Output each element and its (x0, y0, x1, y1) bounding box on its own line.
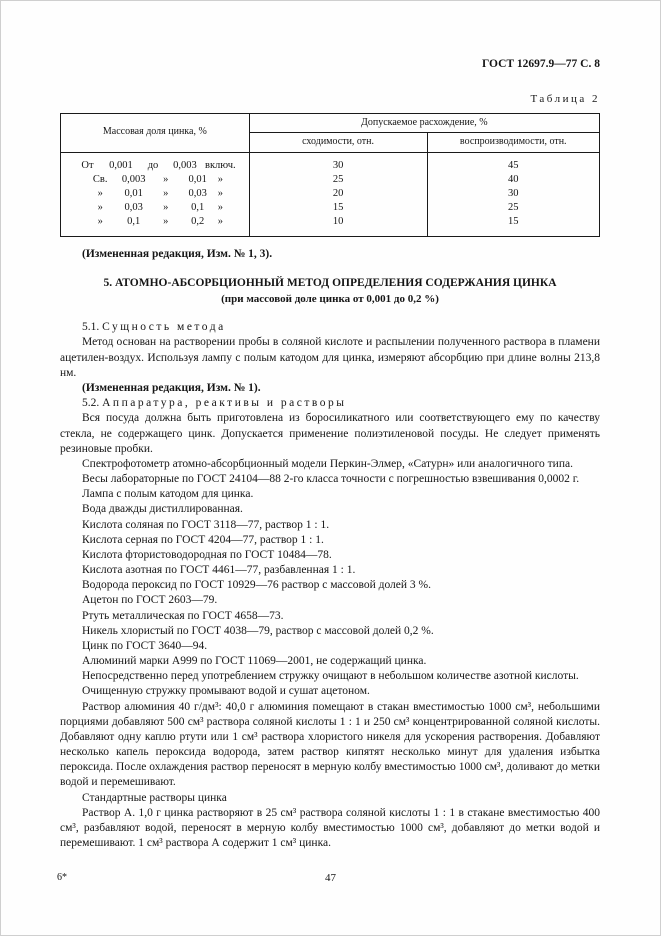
reproducibility-value: 25 (427, 201, 600, 215)
range-cell (61, 173, 250, 187)
col-header-convergence: сходимости, отн. (249, 133, 427, 153)
range-from: » (97, 215, 103, 227)
tolerance-table (60, 113, 600, 237)
range-high: 0,003 (173, 159, 197, 171)
convergence-value: 10 (249, 215, 427, 237)
range-from: Св. (92, 173, 108, 185)
range-high: 0,1 (191, 201, 205, 213)
range-low: 0,1 (127, 215, 141, 227)
range-suffix: » (217, 173, 223, 185)
paragraph: Водорода пероксид по ГОСТ 10929—76 раствор с массовой долей 3 %. (82, 579, 431, 592)
paragraph: Кислота серная по ГОСТ 4204—77, раствор 1 : 1. (82, 533, 324, 546)
paragraph: Весы лабораторные по ГОСТ 24104—88 2-го класса точности с погрешностью взвешивания 0,0002 г. (82, 473, 580, 486)
paragraph: Никель хлористый по ГОСТ 4038—79, раствор с массовой долей 0,2 %. (82, 624, 434, 637)
table-row (61, 152, 600, 173)
section-5-1-heading-text: Сущность метода (102, 321, 226, 334)
reproducibility-value: 15 (427, 215, 600, 237)
paragraph: Вода дважды дистиллированная. (82, 503, 243, 516)
paragraph: Алюминий марки А999 по ГОСТ 11069—2001, не содержащий цинка. (82, 655, 427, 668)
paragraph: Ртуть металлическая по ГОСТ 4658—73. (82, 609, 284, 622)
section-5-1-heading (60, 320, 600, 335)
range-mid: » (163, 173, 169, 185)
section-5-2-heading (60, 396, 600, 411)
range-from: » (97, 201, 103, 213)
range-from: От (81, 159, 94, 171)
range-low: 0,03 (124, 201, 143, 213)
convergence-value: 15 (249, 201, 427, 215)
range-mid: » (163, 201, 169, 213)
section-5-2-number: 5.2. (82, 397, 100, 410)
paragraph: Кислота фтористоводородная по ГОСТ 10484—78. (82, 548, 332, 561)
reproducibility-value: 30 (427, 187, 600, 201)
section-5-1-number: 5.1. (82, 321, 100, 334)
reproducibility-value: 40 (427, 173, 600, 187)
convergence-value: 25 (249, 173, 427, 187)
table-row (61, 215, 600, 237)
range-suffix: » (217, 215, 223, 227)
paragraph: Раствор А. 1,0 г цинка растворяют в 25 см³ раствора соляной кислоты 1 : 1 в стакане вместимостью 400 см³, разбавляют водой, переносят в мерную колбу вместимостью 1000 см³, добавляют до метки водой и перемешивают. 1 см³ раствора А содержит 1 см³ цинка. (60, 806, 600, 850)
paragraph: Цинк по ГОСТ 3640—94. (82, 639, 208, 652)
range-low: 0,001 (109, 159, 133, 171)
paragraph: Стандартные растворы цинка (82, 791, 227, 804)
paragraph: Непосредственно перед употреблением стружку очищают в небольшом количестве азотной кислоты. (82, 670, 579, 683)
section-5-title: 5. АТОМНО-АБСОРБЦИОННЫЙ МЕТОД ОПРЕДЕЛЕНИЯ СОДЕРЖАНИЯ ЦИНКА (103, 276, 557, 289)
range-mid: » (163, 187, 169, 199)
paragraph: Спектрофотометр атомно-абсорбционный модели Перкин-Элмер, «Сатурн» или аналогичного типа. (82, 457, 573, 470)
table-row (61, 187, 600, 201)
section-5-subtitle: (при массовой доле цинка от 0,001 до 0,2 %) (221, 292, 439, 305)
col-header-reproducibility: воспроизводимости, отн. (427, 133, 600, 153)
range-low: 0,003 (121, 173, 146, 185)
range-suffix: включ. (204, 159, 236, 171)
range-cell (61, 201, 250, 215)
col-header-mass-fraction: Массовая доля цинка, % (61, 113, 250, 152)
range-cell (61, 187, 250, 201)
paragraph: Ацетон по ГОСТ 2603—79. (82, 594, 218, 607)
range-cell (61, 215, 250, 237)
table-amendment-note: (Измененная редакция, Изм. № 1, 3). (82, 247, 273, 260)
range-low: 0,01 (124, 187, 143, 199)
table-caption: Таблица 2 (530, 93, 600, 106)
paragraph: Очищенную стружку промывают водой и сушат ацетоном. (82, 685, 370, 698)
range-suffix: » (217, 187, 223, 199)
range-mid: до (147, 159, 159, 171)
paragraph: Раствор алюминия 40 г/дм³: 40,0 г алюминия помещают в стакан вместимостью 1000 см³, небольшими порциями добавляют 500 см³ раствора соляной кислоты 1 : 1 и 250 см³ концентрированной соляной кислоты. Добавляют одну каплю ртути или 1 см³ раствора хлористого никеля для ускорения растворения. Добавляют несколько капель пероксида водорода, затем раствор кипятят несколько минут для удаления избытка пероксида. После охлаждения раствор переносят в мерную колбу вместимостью 1000 см³, доливают до метки водой и перемешивают. (60, 700, 600, 789)
paragraph-method: Метод основан на растворении пробы в соляной кислоте и распылении полученного раствора в пламени ацетилен-воздух. Используя лампу с полым катодом для цинка, измеряют абсорбцию при длине волны 213,8 нм. (60, 336, 600, 379)
range-high: 0,01 (188, 173, 207, 185)
paragraph: Лампа с полым катодом для цинка. (82, 488, 254, 501)
paragraph: Вся посуда должна быть приготовлена из боросиликатного или соответствующего ему по качеству стекла, не содержащего цинк. Допускается применение полиэтиленовой посуды. Не следует применять резиновые пробки. (60, 412, 600, 455)
convergence-value: 20 (249, 187, 427, 201)
table-row (61, 201, 600, 215)
convergence-value: 30 (249, 152, 427, 173)
section-5-1-amendment-note: (Измененная редакция, Изм. № 1). (82, 382, 261, 394)
signature-mark: 6* (57, 872, 67, 883)
paragraph: Кислота азотная по ГОСТ 4461—77, разбавленная 1 : 1. (82, 564, 356, 577)
section-5-2-heading-text: Аппаратура, реактивы и растворы (102, 397, 347, 410)
range-from: » (97, 187, 103, 199)
range-mid: » (163, 215, 169, 227)
range-suffix: » (217, 201, 223, 213)
range-cell (61, 152, 250, 173)
reproducibility-value: 45 (427, 152, 600, 173)
col-header-allowed-discrepancy: Допускаемое расхождение, % (249, 113, 599, 133)
range-high: 0,03 (188, 187, 207, 199)
range-high: 0,2 (191, 215, 205, 227)
doc-reference: ГОСТ 12697.9—77 С. 8 (481, 58, 600, 70)
paragraph: Кислота соляная по ГОСТ 3118—77, раствор 1 : 1. (82, 518, 330, 531)
table-row (61, 173, 600, 187)
page-number: 47 (325, 872, 336, 884)
